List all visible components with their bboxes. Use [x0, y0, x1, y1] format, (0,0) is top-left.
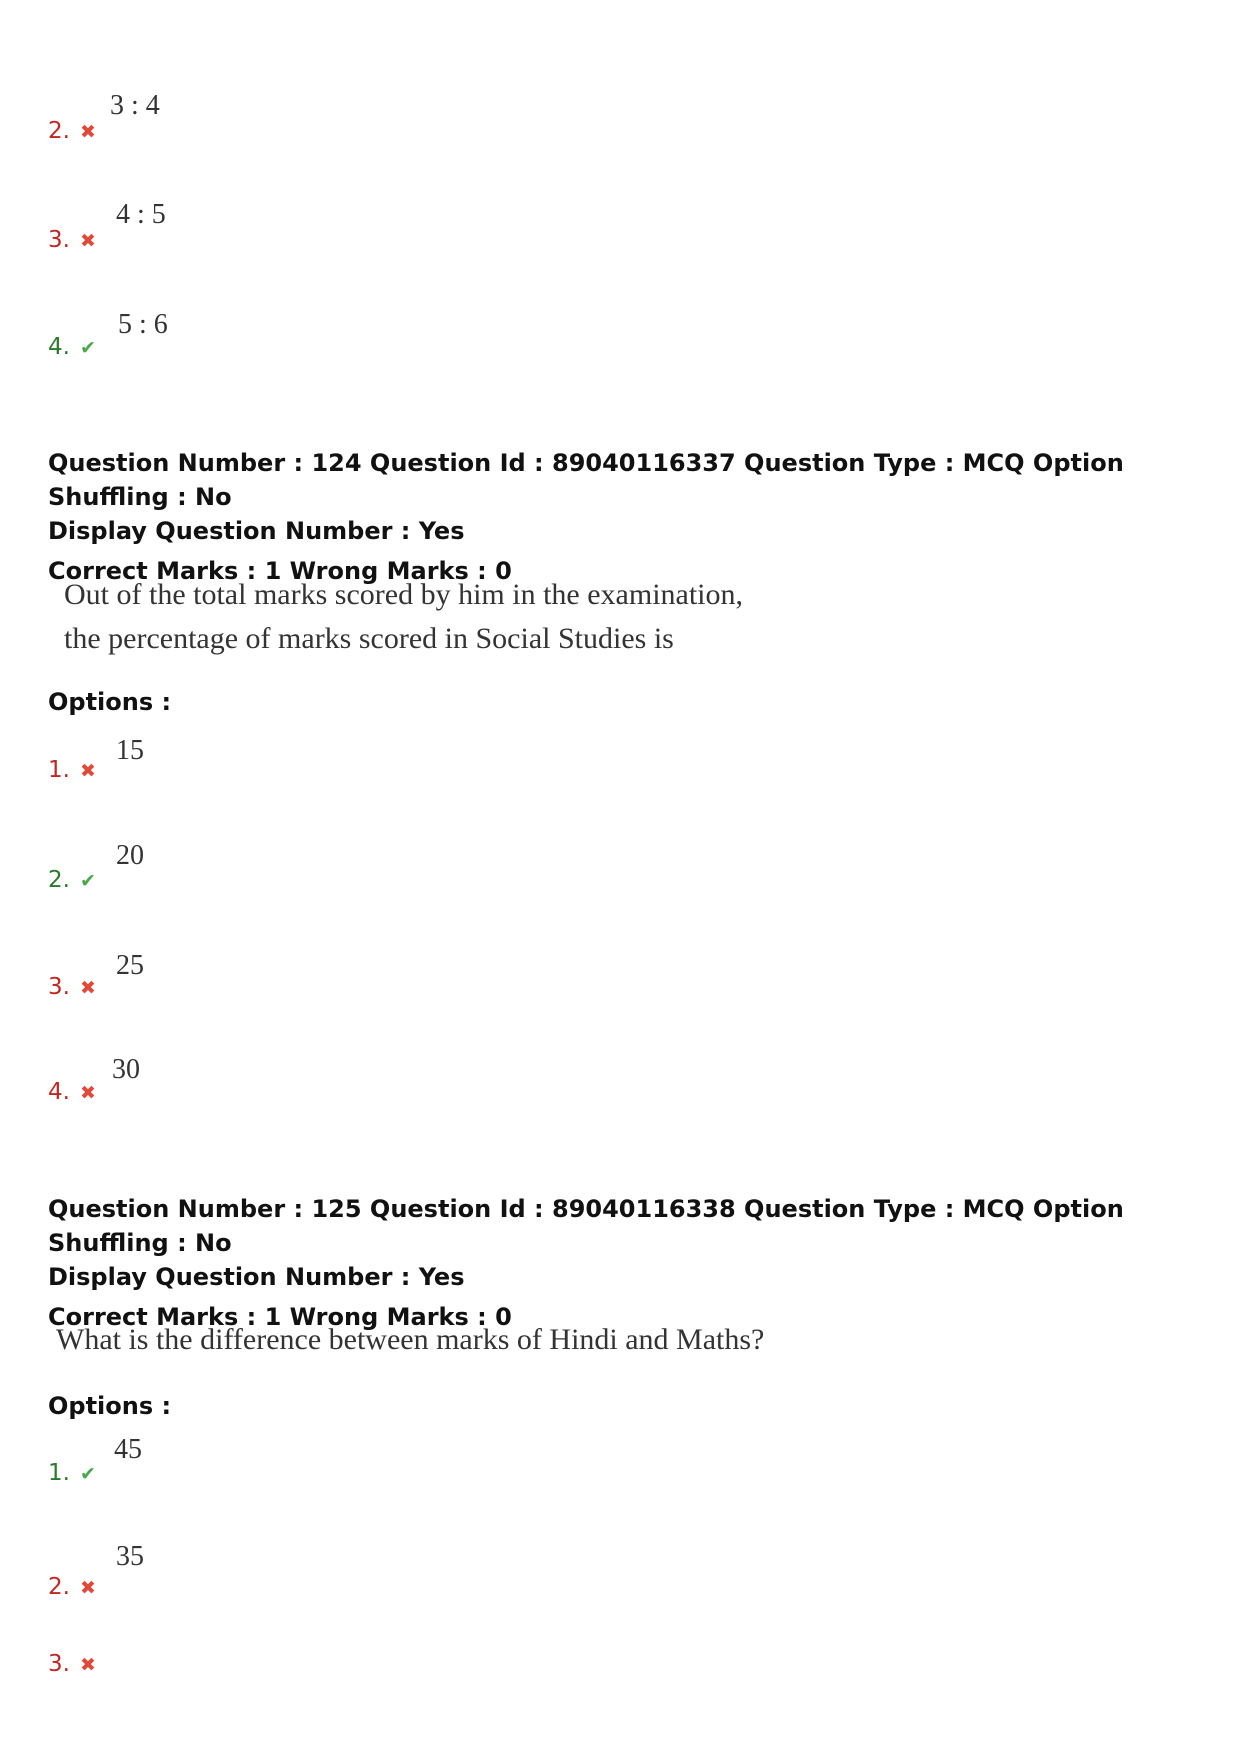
- option-value: 3 : 4: [110, 90, 160, 121]
- question-text: Out of the total marks scored by him in the examination, the percentage of marks scored in Social Studies is: [64, 578, 744, 655]
- wrong-mark-icon: ✖: [79, 1577, 96, 1599]
- wrong-mark-icon: ✖: [79, 230, 96, 252]
- option-number: 1.: [48, 757, 70, 783]
- option-value: 20: [116, 840, 144, 871]
- wrong-mark-icon: ✖: [79, 1654, 96, 1676]
- option-value: 5 : 6: [118, 309, 168, 340]
- option-number: 2.: [48, 1574, 70, 1600]
- option-number: 3.: [48, 227, 70, 253]
- question-meta: [48, 446, 1218, 588]
- option-value: 45: [114, 1434, 142, 1465]
- question-text: What is the difference between marks of Hindi and Maths?: [56, 1323, 765, 1356]
- option-number: 2.: [48, 118, 70, 144]
- option-number: 4.: [48, 334, 70, 360]
- question-meta-line: Question Number : 124 Question Id : 89040116337 Question Type : MCQ Option Shuffling : No: [48, 449, 1124, 511]
- wrong-mark-icon: ✖: [79, 121, 96, 143]
- option-number: 4.: [48, 1079, 70, 1105]
- marks-line: Correct Marks : 1 Wrong Marks : 0: [48, 557, 512, 585]
- question-meta: [48, 1192, 1218, 1334]
- option-value: 25: [116, 950, 144, 981]
- question-meta-line: Question Number : 125 Question Id : 89040116338 Question Type : MCQ Option Shuffling : No: [48, 1195, 1124, 1257]
- wrong-mark-icon: ✖: [79, 760, 96, 782]
- question-meta-line: Display Question Number : Yes: [48, 1263, 465, 1291]
- option-number: 1.: [48, 1460, 70, 1486]
- wrong-mark-icon: ✖: [79, 1082, 96, 1104]
- option-value: 35: [116, 1541, 144, 1572]
- option-value: 4 : 5: [116, 199, 166, 230]
- check-mark-icon: ✔: [79, 1463, 96, 1485]
- option-number: 2.: [48, 867, 70, 893]
- option-value: 30: [112, 1054, 140, 1085]
- wrong-mark-icon: ✖: [79, 977, 96, 999]
- option-value: 15: [116, 735, 144, 766]
- options-label: Options :: [48, 1392, 172, 1420]
- check-mark-icon: ✔: [79, 337, 96, 359]
- check-mark-icon: ✔: [79, 870, 96, 892]
- option-number: 3.: [48, 1651, 70, 1677]
- options-label: Options :: [48, 688, 172, 716]
- marks-line: Correct Marks : 1 Wrong Marks : 0: [48, 1303, 512, 1331]
- question-meta-line: Display Question Number : Yes: [48, 517, 465, 545]
- option-number: 3.: [48, 974, 70, 1000]
